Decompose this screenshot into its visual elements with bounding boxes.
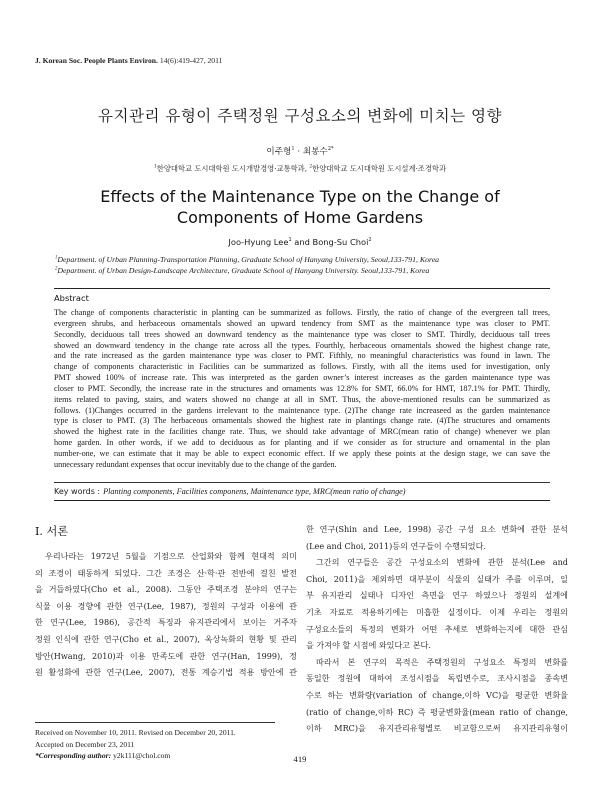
left-line: 을 거듭하였다(Cho et al., 2008). 그동안 주택조경 분야의 연구는 [35, 584, 297, 595]
english-title [0, 186, 600, 228]
english-author-2: Bong-Su Choi [312, 237, 369, 247]
english-aff-1-sup: 1 [55, 255, 58, 261]
abstract-mid-rule [54, 482, 550, 483]
left-paragraph [35, 548, 297, 681]
abstract-body [54, 308, 550, 471]
left-line: 원 활성화에 관한 연구(Lee, 2007), 전통 계승기법 적용 방안에 관 [35, 667, 297, 678]
english-title-line-1: Effects of the Maintenance Type on the Change of [100, 187, 500, 206]
page-number: 419 [293, 754, 307, 764]
korean-affiliation-2: 한양대학교 도시대학원 도시설계·조경학과 [312, 164, 447, 173]
korean-author-1-sup: 1 [291, 146, 295, 153]
left-line: 한 연구(Lee, 1986), 공간적 특징과 유지관리에서 보이는 거주자 [35, 617, 297, 628]
author-separator: · [297, 147, 301, 157]
right-line: (Lee and Choi, 2011)등의 연구들이 수행되었다. [306, 540, 486, 551]
korean-title: 유지관리 유형이 주택정원 구성요소의 변화에 미치는 영향 [98, 107, 502, 125]
journal-header [35, 56, 222, 65]
footnote-rule [35, 722, 275, 723]
right-line: 따라서 본 연구의 목적은 주택정원의 구성요소 특정의 변화를 [316, 656, 568, 667]
author-and: and [294, 237, 310, 247]
abstract-line: evergreen shrubs, and herbaceous ornamentals showed an upward tendency from SMT as the maintenance type was closer to PMT. [54, 318, 550, 328]
english-author-1: Joo-Hyung Lee [228, 237, 289, 247]
footnote-received: Received on November 10, 2011. Revised on December 20, 2011. [35, 728, 236, 737]
right-line: 동일한 정원에 대하여 조성시점을 독립변수로, 조사시점을 종속변 [306, 673, 568, 684]
korean-affiliations [0, 164, 600, 174]
left-line: 의 조경이 태동하게 되었다. 그간 조경은 산·학·관 전반에 걸친 발전 [35, 567, 297, 578]
footnote-accepted: Accepted on December 23, 2011 [35, 739, 135, 749]
right-column [306, 521, 568, 737]
keywords [54, 487, 406, 496]
right-paragraph-2 [306, 554, 568, 654]
left-line: 방안(Hwang, 2010)과 이용 만족도에 관한 연구(Han, 1999), 정 [35, 650, 297, 661]
korean-affiliation-1: 한양대학교 도시대학원 도시개발경영·교통학과, [156, 164, 308, 173]
right-line: 구성요소들의 특정의 변화가 어떤 추세로 변화하는지에 대한 관심 [306, 623, 568, 634]
right-line: (ratio of change,이하 RC) 즉 평균변화율(mean ratio of change, [306, 706, 568, 717]
korean-aff-2-sup: 2 [309, 164, 313, 170]
english-authors [0, 237, 600, 247]
korean-authors [0, 145, 600, 157]
left-line: 우리나라는 1972년 5월을 기점으로 산업화와 함께 현대적 의미 [45, 551, 297, 561]
abstract-line: change of components characteristic in Facilities can be summarized as follows. Firstly, with all the items used for investigation, only [54, 362, 550, 372]
korean-aff-1-sup: 1 [153, 164, 157, 170]
abstract-line: follows. (1)Changes occurred in the gardens irrelevant to the maintenance type. (2)The change rate increaseed as the garden maintenance [54, 405, 550, 415]
korean-author-1: 이주형 [266, 147, 292, 157]
corresponding-email[interactable]: y2k111@chol.com [113, 751, 171, 761]
section-heading-introduction: I. 서론 [35, 525, 69, 538]
abstract-heading: Abstract [54, 293, 89, 303]
right-line: 을 가져야 할 시점에 와있다고 본다. [306, 640, 431, 651]
abstract-line: number-one, we can estimate that it may be able to expect economic effect. If we apply these points at the design stage, we can save the [54, 448, 550, 458]
abstract-line: showed an downward tendency in the change rate across all the types. Fourthly, herbaceous ornamentals showed the highest change rate, [54, 340, 550, 350]
journal-citation: 14(6):419-427, 2011 [159, 56, 223, 65]
english-affiliation-1 [55, 255, 555, 264]
abstract-line: and the rate increased as the garden maintenance type was closer to PMT. Fifthly, no meaningful characteristics was found in lawn. The [54, 351, 550, 361]
english-affiliation-2 [55, 266, 555, 275]
abstract-bottom-rule [54, 500, 550, 501]
english-affiliation-1-text: Department. of Urban Planning-Transportation Planning, Graduate School of Hanyang University, Seoul,133-791, Korea [57, 255, 440, 264]
right-paragraph-3 [306, 654, 568, 737]
keywords-label: Key words : [54, 487, 101, 496]
english-aff-2-sup: 2 [55, 266, 58, 272]
left-line: 정원 인식에 관한 연구(Cho et al., 2007), 옥상녹화의 현황 및 관리 [35, 633, 297, 644]
abstract-line: home garden. In other words, if we add to deciduous as for planting and if we consider as for structure and ornamental in the plan [54, 438, 550, 448]
korean-author-2: 최봉수 [302, 147, 328, 157]
corresponding-label: *Corresponding author: [35, 751, 112, 761]
english-author-1-sup: 1 [288, 237, 292, 244]
abstract-line: items related to paving, stairs, and waters showed no change at all in SMT. Thus, the above-mentioned results can be summarized as [54, 394, 550, 404]
abstract-line: Secondly, deciduous tall trees showed an downward tendency as the maintenance type was closer to SMT. Thirdly, deciduous tall trees [54, 329, 550, 339]
right-line: 수로 하는 변화량(variation of change,이하 VC)을 평균한 변화율 [306, 689, 568, 700]
english-author-2-sup: 2 [368, 237, 372, 244]
abstract-line: closer to PMT. Secondly, the increase rate in the structures and ornaments was 12.8% for SMT, 66.0% for HMT, 187.1% for PMT. Thirdly, [54, 383, 550, 393]
right-line: 부 유지관리 실태나 디자인 측면을 연구 하였으나 정원의 설계에 [306, 590, 568, 601]
left-line: 식물 이용 경향에 관한 연구(Lee, 1987), 정원의 구성과 이용에 관 [35, 600, 297, 611]
abstract-line: showed the highest rate in the facilities change rate. Thus, we should take advantage of MRC(mean ratio of change) whenever we plan [54, 427, 550, 437]
right-paragraph-1 [306, 521, 568, 554]
journal-name: J. Korean Soc. People Plants Environ. [35, 56, 158, 65]
right-line: 한 연구(Shin and Lee, 1998) 공간 구성 요소 변화에 관한 분석 [306, 524, 568, 534]
english-title-line-2: Components of Home Gardens [176, 208, 424, 227]
abstract-line: type is closer to PMT. (3) The herbaceous ornamentals showed the highest rate in plantings change rate. (4)The structures and ornaments [54, 416, 550, 426]
abstract-line: PMT showed 100% of increase rate. This was interpreted as the garden owner’s interest increases as the garden maintenance type was [54, 373, 550, 383]
keywords-text: Planting components, Facilities componens, Maintenance type, MRC(mean ratio of change) [103, 487, 406, 496]
right-line: Choi, 2011)을 제외하면 대부분이 식물의 실태가 주를 이루며, 일 [306, 573, 568, 584]
korean-author-2-sup: 2* [327, 146, 334, 153]
right-line: 그간의 연구들은 공간 구성요소의 변화에 관한 분석(Lee and [316, 557, 568, 568]
abstract-line: The change of components characteristic in planting can be summarized as follows. Firstly, the ratio of change of the evergreen tall trees, [54, 308, 550, 317]
right-line: 이하 MRC)을 유지관리유형별로 비교함으로써 유지관리유형이 [306, 723, 568, 734]
abstract-line: unnecessary redundant expenses that occur inevitably due to the change of the garden. [54, 459, 337, 469]
right-line: 기초 자료로 적용하기에는 미흡한 실정이다. 이제 우리는 정원의 [306, 606, 568, 617]
abstract-top-rule [54, 288, 550, 289]
left-column [35, 548, 297, 681]
english-affiliation-2-text: Department. of Urban Design-Landscape Architecture, Graduate School of Hanyang University. Seoul,133-791, Korea [57, 266, 430, 275]
